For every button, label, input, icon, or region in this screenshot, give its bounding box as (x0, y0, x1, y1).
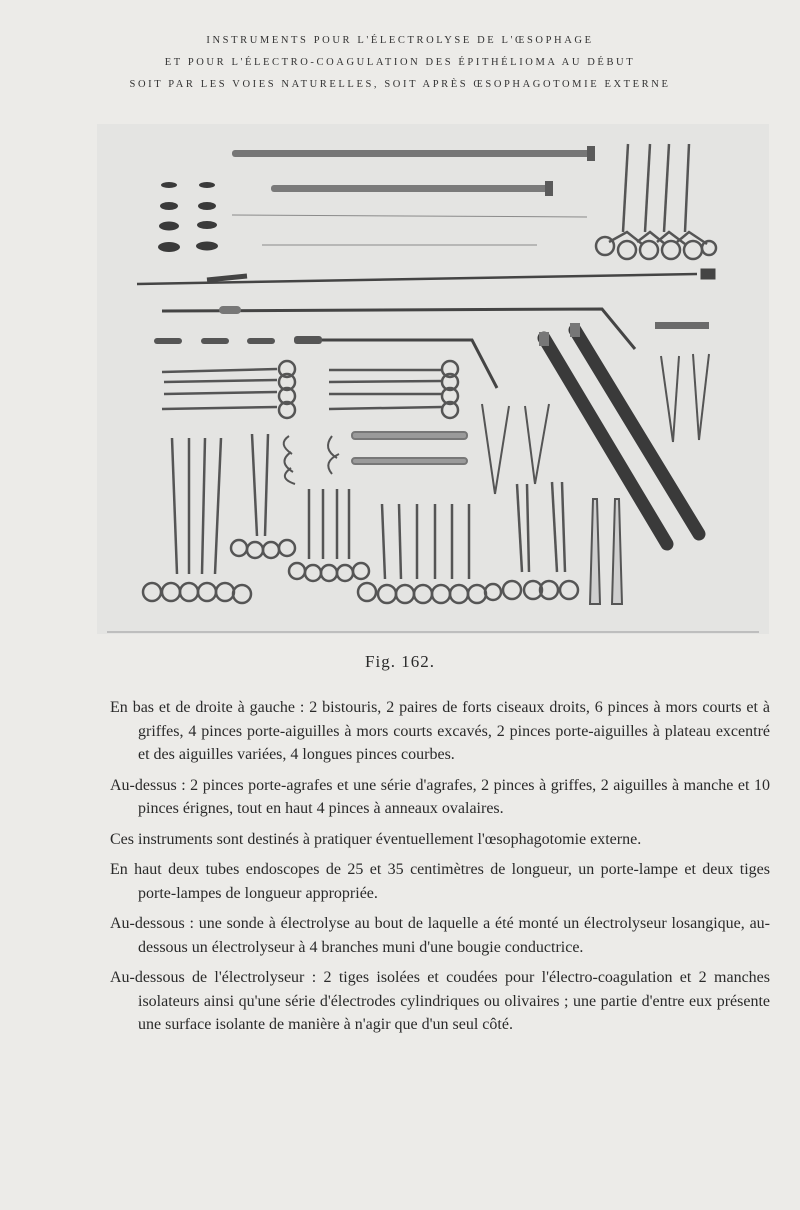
header-line-3: SOIT PAR LES VOIES NATURELLES, SOIT APRÈS ŒSOPHAGOTOMIE EXTERNE (129, 79, 671, 90)
page-header (0, 30, 800, 96)
paragraph: Ces instruments sont destinés à pratiquer éventuellement l'œsophagotomie externe. (110, 830, 642, 848)
instrument-photograph (97, 124, 769, 634)
header-line-1: INSTRUMENTS POUR L'ÉLECTROLYSE DE L'ŒSOPHAGE (206, 35, 594, 46)
header-line-2: ET POUR L'ÉLECTRO-COAGULATION DES ÉPITHÉLIOMA AU DÉBUT (164, 57, 636, 68)
paragraph: Au-dessus : 2 pinces porte-agrafes et une série d'agrafes, 2 pinces à griffes, 2 aiguilles à manche et 10 pinces érignes, tout en haut 4 pinces à anneaux ovalaires. (110, 776, 770, 817)
figure-caption: Fig. 162. (365, 652, 435, 671)
description-text (110, 696, 770, 1044)
paragraph: Au-dessous : une sonde à électrolyse au bout de laquelle a été monté un électrolyseur losangique, au-dessous un électrolyseur à 4 branches muni d'une bougie conductrice. (110, 915, 770, 956)
paragraph: En bas et de droite à gauche : 2 bistouris, 2 paires de forts ciseaux droits, 6 pinces à mors courts et à griffes, 4 pinces porte-aiguilles à mors courts excavés, 2 pinces porte-aiguilles à plateau excentré et des aiguilles variées, 4 longues pinces courbes. (110, 699, 770, 763)
paragraph: En haut deux tubes endoscopes de 25 et 35 centimètres de longueur, un porte-lampe et deux tiges porte-lampes de longueur appropriée. (110, 861, 770, 902)
paragraph: Au-dessous de l'électrolyseur : 2 tiges isolées et coudées pour l'électro-coagulation et 2 manches isolateurs ainsi qu'une série d'électrodes cylindriques ou olivaires ; une partie d'entre eux présente une surface isolante de manière à n'agir que d'un seul côté. (110, 969, 770, 1033)
